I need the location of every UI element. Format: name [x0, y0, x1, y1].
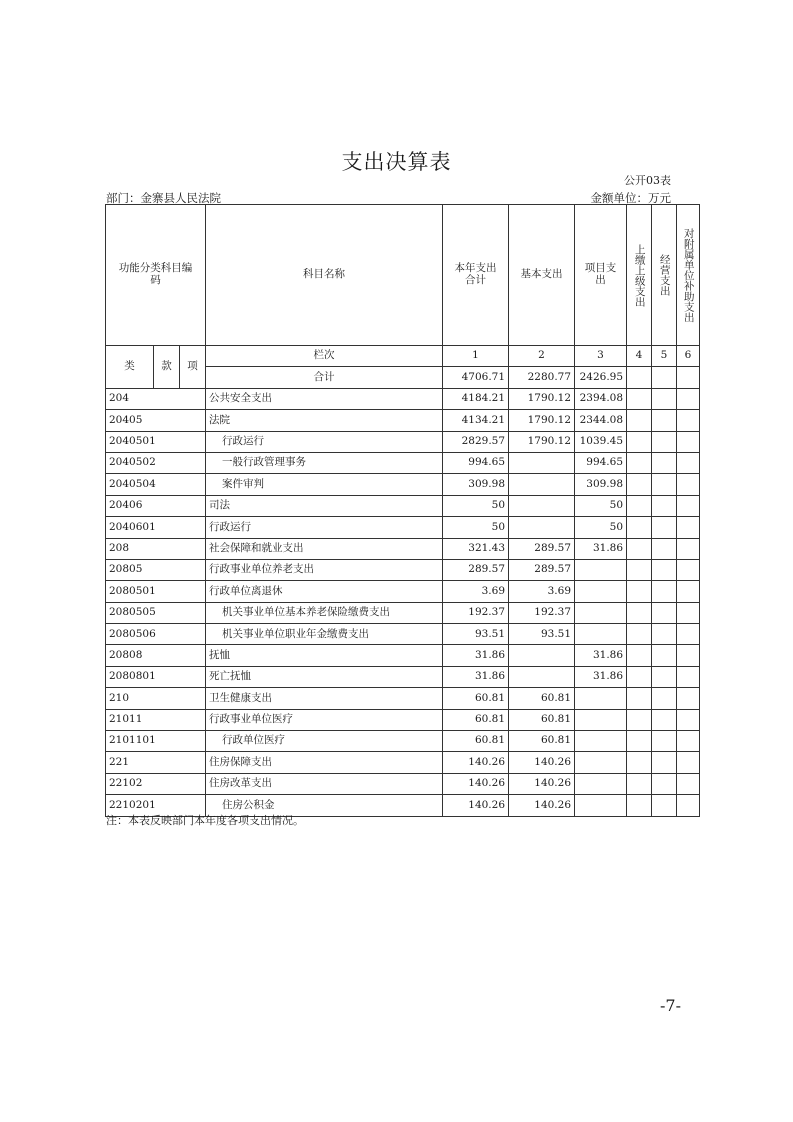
row-upper — [627, 709, 652, 730]
row-name: 法院 — [206, 410, 443, 431]
row-name: 一般行政管理事务 — [206, 452, 443, 473]
row-project: 31.86 — [575, 666, 627, 687]
row-business — [652, 431, 677, 452]
row-total: 50 — [443, 495, 509, 516]
row-code: 210 — [106, 688, 206, 709]
row-business — [652, 666, 677, 687]
row-total: 4134.21 — [443, 410, 509, 431]
row-business — [652, 688, 677, 709]
row-basic: 60.81 — [509, 731, 575, 752]
row-code: 2040504 — [106, 474, 206, 495]
row-basic: 60.81 — [509, 688, 575, 709]
row-subsidy — [677, 688, 700, 709]
row-project — [575, 731, 627, 752]
row-business — [652, 709, 677, 730]
row-total: 60.81 — [443, 688, 509, 709]
row-code: 2080506 — [106, 624, 206, 645]
row-name: 行政单位医疗 — [206, 731, 443, 752]
table-row — [106, 517, 700, 538]
row-name: 住房改革支出 — [206, 773, 443, 794]
lanci-row — [106, 346, 700, 367]
row-total: 321.43 — [443, 538, 509, 559]
row-name: 案件审判 — [206, 474, 443, 495]
row-code: 20406 — [106, 495, 206, 516]
page-title: 支出决算表 — [341, 150, 452, 174]
header-subsidy: 对附属单位补助支出 — [677, 205, 700, 346]
row-total: 93.51 — [443, 624, 509, 645]
row-upper — [627, 517, 652, 538]
row-project: 2344.08 — [575, 410, 627, 431]
header-subject-name: 科目名称 — [206, 205, 443, 346]
row-basic: 140.26 — [509, 752, 575, 773]
row-upper — [627, 559, 652, 580]
row-project: 2394.08 — [575, 388, 627, 409]
row-basic: 289.57 — [509, 538, 575, 559]
row-project — [575, 795, 627, 816]
row-project: 50 — [575, 495, 627, 516]
row-basic: 60.81 — [509, 709, 575, 730]
total-label: 合计 — [206, 367, 443, 388]
row-project — [575, 773, 627, 794]
row-code: 20808 — [106, 645, 206, 666]
row-upper — [627, 431, 652, 452]
row-basic: 1790.12 — [509, 410, 575, 431]
row-subsidy — [677, 645, 700, 666]
row-basic: 140.26 — [509, 795, 575, 816]
row-code: 2040501 — [106, 431, 206, 452]
page-number: -7- — [660, 996, 681, 1015]
header-kuan: 款 — [154, 346, 180, 389]
row-total: 2829.57 — [443, 431, 509, 452]
row-upper — [627, 752, 652, 773]
footnote: 注：本表反映部门本年度各项支出情况。 — [106, 814, 304, 827]
row-upper — [627, 795, 652, 816]
row-code: 2080801 — [106, 666, 206, 687]
row-basic: 3.69 — [509, 581, 575, 602]
row-total: 60.81 — [443, 731, 509, 752]
row-name: 公共安全支出 — [206, 388, 443, 409]
col-number-1: 1 — [443, 346, 509, 367]
row-basic: 289.57 — [509, 559, 575, 580]
row-business — [652, 602, 677, 623]
row-project — [575, 559, 627, 580]
row-code: 2040502 — [106, 452, 206, 473]
row-code: 208 — [106, 538, 206, 559]
row-upper — [627, 666, 652, 687]
row-subsidy — [677, 709, 700, 730]
total-business — [652, 367, 677, 388]
row-code: 204 — [106, 388, 206, 409]
row-total: 60.81 — [443, 709, 509, 730]
row-basic — [509, 666, 575, 687]
row-upper — [627, 645, 652, 666]
row-code: 21011 — [106, 709, 206, 730]
table-row — [106, 624, 700, 645]
row-subsidy — [677, 795, 700, 816]
row-total: 192.37 — [443, 602, 509, 623]
row-total: 140.26 — [443, 752, 509, 773]
row-basic: 1790.12 — [509, 431, 575, 452]
row-total: 50 — [443, 517, 509, 538]
header-business: 经营支出 — [652, 205, 677, 346]
row-upper — [627, 602, 652, 623]
row-business — [652, 559, 677, 580]
row-code: 2210201 — [106, 795, 206, 816]
row-code: 2080505 — [106, 602, 206, 623]
row-total: 31.86 — [443, 666, 509, 687]
col-number-3: 3 — [575, 346, 627, 367]
row-business — [652, 388, 677, 409]
row-project: 31.86 — [575, 645, 627, 666]
row-upper — [627, 538, 652, 559]
table-row — [106, 731, 700, 752]
col-number-5: 5 — [652, 346, 677, 367]
row-basic — [509, 517, 575, 538]
row-code: 2101101 — [106, 731, 206, 752]
header-xiang: 项 — [180, 346, 206, 389]
row-total: 994.65 — [443, 452, 509, 473]
table-row — [106, 666, 700, 687]
row-subsidy — [677, 752, 700, 773]
row-project — [575, 602, 627, 623]
row-basic: 1790.12 — [509, 388, 575, 409]
header-total: 本年支出合计 — [443, 205, 509, 346]
table-row — [106, 538, 700, 559]
row-subsidy — [677, 495, 700, 516]
row-name: 行政运行 — [206, 431, 443, 452]
row-project — [575, 688, 627, 709]
row-code: 2040601 — [106, 517, 206, 538]
row-subsidy — [677, 602, 700, 623]
row-name: 机关事业单位职业年金缴费支出 — [206, 624, 443, 645]
table-row — [106, 474, 700, 495]
row-total: 31.86 — [443, 645, 509, 666]
row-upper — [627, 388, 652, 409]
row-total: 4184.21 — [443, 388, 509, 409]
row-name: 社会保障和就业支出 — [206, 538, 443, 559]
table-row — [106, 410, 700, 431]
row-code: 20805 — [106, 559, 206, 580]
row-upper — [627, 410, 652, 431]
row-basic: 93.51 — [509, 624, 575, 645]
row-upper — [627, 495, 652, 516]
row-code: 22102 — [106, 773, 206, 794]
row-business — [652, 474, 677, 495]
table-row — [106, 688, 700, 709]
row-subsidy — [677, 666, 700, 687]
row-subsidy — [677, 559, 700, 580]
row-business — [652, 795, 677, 816]
total-sum: 4706.71 — [443, 367, 509, 388]
row-business — [652, 581, 677, 602]
total-subsidy — [677, 367, 700, 388]
row-basic — [509, 645, 575, 666]
col-number-4: 4 — [627, 346, 652, 367]
row-basic: 140.26 — [509, 773, 575, 794]
row-basic — [509, 474, 575, 495]
row-total: 140.26 — [443, 795, 509, 816]
row-subsidy — [677, 731, 700, 752]
row-basic — [509, 452, 575, 473]
row-code: 2080501 — [106, 581, 206, 602]
row-name: 机关事业单位基本养老保险缴费支出 — [206, 602, 443, 623]
header-basic: 基本支出 — [509, 205, 575, 346]
row-project — [575, 581, 627, 602]
expenditure-table — [105, 204, 700, 817]
table-row — [106, 752, 700, 773]
row-business — [652, 752, 677, 773]
row-name: 死亡抚恤 — [206, 666, 443, 687]
total-upper — [627, 367, 652, 388]
row-subsidy — [677, 538, 700, 559]
table-row — [106, 431, 700, 452]
table-row — [106, 581, 700, 602]
row-name: 抚恤 — [206, 645, 443, 666]
row-name: 卫生健康支出 — [206, 688, 443, 709]
header-lei: 类 — [106, 346, 154, 389]
header-row — [106, 205, 700, 346]
table-row — [106, 452, 700, 473]
row-total: 309.98 — [443, 474, 509, 495]
row-business — [652, 495, 677, 516]
row-project — [575, 624, 627, 645]
lanci-label: 栏次 — [206, 346, 443, 367]
total-project: 2426.95 — [575, 367, 627, 388]
row-project: 1039.45 — [575, 431, 627, 452]
row-subsidy — [677, 410, 700, 431]
row-subsidy — [677, 452, 700, 473]
row-upper — [627, 581, 652, 602]
row-project: 994.65 — [575, 452, 627, 473]
row-name: 行政单位离退休 — [206, 581, 443, 602]
col-number-6: 6 — [677, 346, 700, 367]
row-subsidy — [677, 581, 700, 602]
row-basic: 192.37 — [509, 602, 575, 623]
row-name: 行政事业单位医疗 — [206, 709, 443, 730]
row-upper — [627, 731, 652, 752]
row-subsidy — [677, 431, 700, 452]
row-business — [652, 410, 677, 431]
row-project — [575, 752, 627, 773]
row-total: 289.57 — [443, 559, 509, 580]
table-row — [106, 388, 700, 409]
row-business — [652, 517, 677, 538]
row-business — [652, 538, 677, 559]
table-code: 公开03表 — [624, 174, 671, 187]
row-business — [652, 452, 677, 473]
row-project — [575, 709, 627, 730]
row-project: 31.86 — [575, 538, 627, 559]
row-code: 221 — [106, 752, 206, 773]
row-subsidy — [677, 517, 700, 538]
row-name: 住房保障支出 — [206, 752, 443, 773]
row-basic — [509, 495, 575, 516]
row-subsidy — [677, 388, 700, 409]
table-row — [106, 602, 700, 623]
row-subsidy — [677, 624, 700, 645]
row-name: 行政运行 — [206, 517, 443, 538]
header-func-code: 功能分类科目编码 — [106, 205, 206, 346]
row-business — [652, 773, 677, 794]
table-row — [106, 495, 700, 516]
row-project: 50 — [575, 517, 627, 538]
table-row — [106, 709, 700, 730]
row-upper — [627, 688, 652, 709]
row-name: 住房公积金 — [206, 795, 443, 816]
row-subsidy — [677, 474, 700, 495]
header-upper: 上缴上级支出 — [627, 205, 652, 346]
row-project: 309.98 — [575, 474, 627, 495]
row-business — [652, 645, 677, 666]
row-upper — [627, 624, 652, 645]
row-business — [652, 731, 677, 752]
unit-label: 金额单位：万元 — [590, 191, 671, 205]
department-label: 部门：金寨县人民法院 — [106, 191, 221, 205]
row-subsidy — [677, 773, 700, 794]
col-number-2: 2 — [509, 346, 575, 367]
table-row — [106, 559, 700, 580]
row-upper — [627, 474, 652, 495]
row-code: 20405 — [106, 410, 206, 431]
row-upper — [627, 452, 652, 473]
row-business — [652, 624, 677, 645]
row-upper — [627, 773, 652, 794]
table-row — [106, 645, 700, 666]
row-total: 3.69 — [443, 581, 509, 602]
header-project: 项目支出 — [575, 205, 627, 346]
table-row — [106, 773, 700, 794]
row-total: 140.26 — [443, 773, 509, 794]
row-name: 行政事业单位养老支出 — [206, 559, 443, 580]
row-name: 司法 — [206, 495, 443, 516]
total-basic: 2280.77 — [509, 367, 575, 388]
